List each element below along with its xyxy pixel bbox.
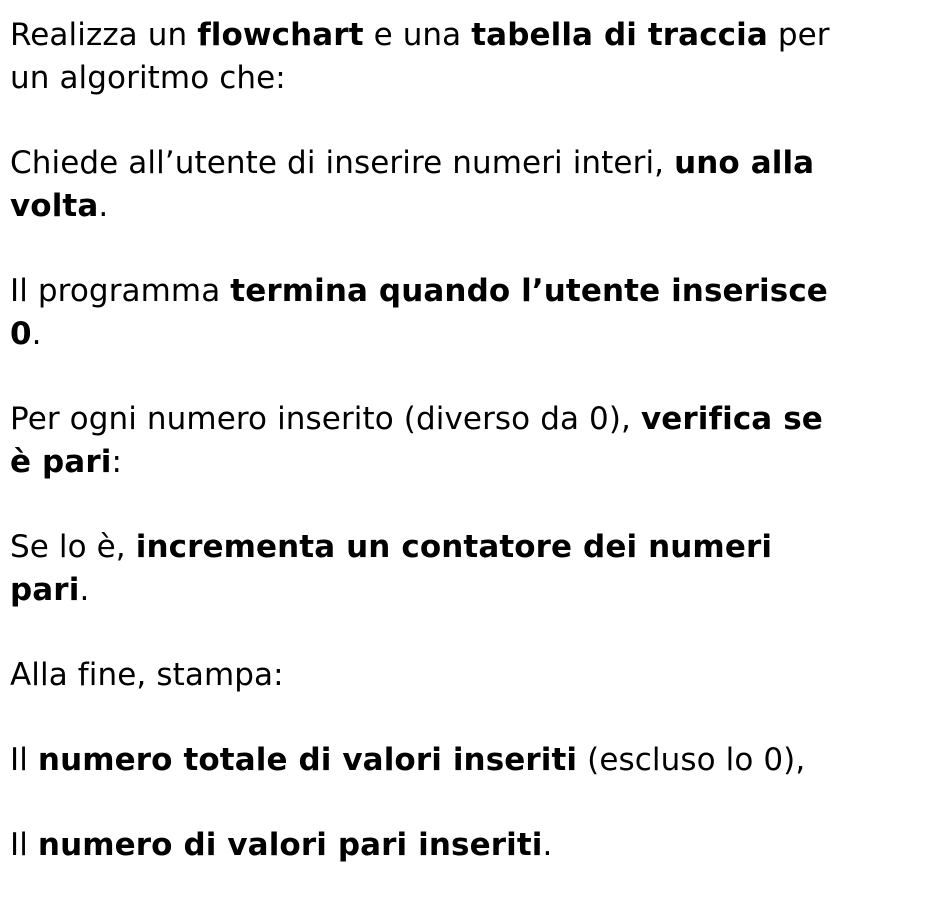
text: (escluso lo 0), xyxy=(577,742,806,778)
bold-text: pari xyxy=(10,572,80,608)
spacer xyxy=(10,697,927,739)
bold-text: verifica se xyxy=(640,401,823,437)
text: Chiede all’utente di inserire numeri interi, xyxy=(10,145,675,181)
paragraph-output-even xyxy=(10,824,927,867)
text: . xyxy=(79,572,90,608)
paragraph-termination xyxy=(10,270,927,356)
text: Il xyxy=(10,742,38,778)
text: per xyxy=(767,17,830,53)
bold-text: termina quando l’utente inserisce xyxy=(230,273,828,309)
bold-text: numero di valori pari inseriti xyxy=(37,827,543,863)
bold-text: tabella di traccia xyxy=(471,17,768,53)
paragraph-input xyxy=(10,142,927,228)
paragraph-intro xyxy=(10,14,927,100)
text: Alla fine, stampa: xyxy=(10,657,284,693)
bold-text: numero totale di valori inseriti xyxy=(37,742,578,778)
text: Realizza un xyxy=(10,17,198,53)
spacer xyxy=(10,484,927,526)
bold-text: incrementa un contatore dei numeri xyxy=(135,529,773,565)
paragraph-output-total xyxy=(10,739,927,782)
text: Se lo è, xyxy=(10,529,136,565)
bold-text: 0 xyxy=(10,316,32,352)
bold-text: volta xyxy=(10,188,99,224)
text: Per ogni numero inserito (diverso da 0), xyxy=(10,401,641,437)
text: e una xyxy=(363,17,472,53)
bold-text: flowchart xyxy=(197,17,364,53)
spacer xyxy=(10,612,927,654)
text: . xyxy=(542,827,553,863)
spacer xyxy=(10,782,927,824)
text: . xyxy=(31,316,42,352)
paragraph-check-even xyxy=(10,398,927,484)
paragraph-output-intro xyxy=(10,654,927,697)
text: Il xyxy=(10,827,38,863)
paragraph-increment xyxy=(10,526,927,612)
bold-text: uno alla xyxy=(674,145,815,181)
text: : xyxy=(111,444,122,480)
spacer xyxy=(10,356,927,398)
text: Il programma xyxy=(10,273,231,309)
text: . xyxy=(98,188,109,224)
spacer xyxy=(10,228,927,270)
bold-text: è pari xyxy=(10,444,112,480)
spacer xyxy=(10,100,927,142)
text: un algoritmo che: xyxy=(10,60,286,96)
